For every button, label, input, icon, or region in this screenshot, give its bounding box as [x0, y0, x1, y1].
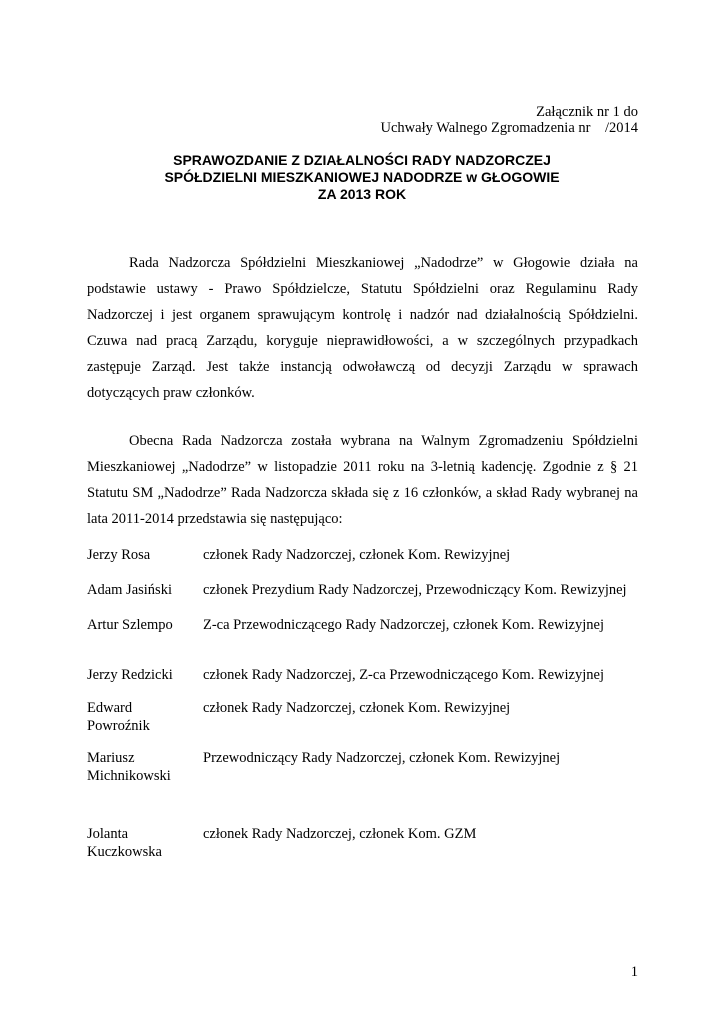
paragraph-intro-text: Rada Nadzorcza Spółdzielni Mieszkaniowej „Nadodrze” w Głogowie działa na podstawie ustawy - Prawo Spółdzielcze, Statutu Spółdzielni oraz Regulaminu Rady Nadzorczej i jest organem sprawującym kontrolę i nadzór nad działalnością Spółdzielni. Czuwa nad pracą Zarządu, koryguje nieprawidłowości, a w szczególnych przypadkach zastępuje Zarząd. Jest także instancją odwoławczą od decyzji Zarządu w sprawach dotyczących praw członków.: [87, 255, 638, 401]
member-name: Edward Powroźnik: [87, 700, 150, 734]
title-line-3: ZA 2013 ROK: [317, 186, 407, 202]
member-role: Z-ca Przewodniczącego Rady Nadzorczej, członek Kom. Rewizyjnej: [203, 617, 604, 633]
attachment-line-1: Załącznik nr 1 do: [536, 104, 638, 120]
member-role: członek Prezydium Rady Nadzorczej, Przewodniczący Kom. Rewizyjnej: [203, 582, 627, 598]
paragraph-composition: [87, 428, 638, 532]
title-line-2: SPÓŁDZIELNI MIESZKANIOWEJ NADODRZE w GŁOGOWIE: [164, 169, 560, 185]
paragraph-intro: [87, 250, 638, 406]
member-role: członek Rady Nadzorczej, członek Kom. GZM: [203, 826, 477, 842]
attachment-note: [381, 104, 638, 136]
member-role: członek Rady Nadzorczej, Z-ca Przewodniczącego Kom. Rewizyjnej: [203, 667, 604, 683]
member-name: Adam Jasiński: [87, 582, 172, 598]
member-role: członek Rady Nadzorczej, członek Kom. Rewizyjnej: [203, 700, 511, 716]
member-name: Artur Szlempo: [87, 617, 173, 633]
paragraph-composition-text: Obecna Rada Nadzorcza została wybrana na Walnym Zgromadzeniu Spółdzielni Mieszkaniowej „Nadodrze” w listopadzie 2011 roku na 3-letnią kadencję. Zgodnie z § 21 Statutu SM „Nadodrze” Rada Nadzorcza składa się z 16 członków, a skład Rady wybranej na lata 2011-2014 przedstawia się następująco:: [87, 433, 638, 527]
member-name: Jerzy Redzicki: [87, 667, 173, 683]
member-name: Jolanta Kuczkowska: [87, 826, 162, 860]
member-role: Przewodniczący Rady Nadzorczej, członek Kom. Rewizyjnej: [203, 750, 561, 766]
member-role: członek Rady Nadzorczej, członek Kom. Rewizyjnej: [203, 547, 511, 563]
member-name: Mariusz Michnikowski: [87, 750, 171, 784]
page-number: 1: [630, 964, 638, 980]
member-name: Jerzy Rosa: [87, 547, 151, 563]
document-title: [0, 152, 724, 203]
title-line-1: SPRAWOZDANIE Z DZIAŁALNOŚCI RADY NADZORCZEJ: [173, 152, 551, 168]
attachment-line-2: Uchwały Walnego Zgromadzenia nr /2014: [380, 120, 638, 136]
